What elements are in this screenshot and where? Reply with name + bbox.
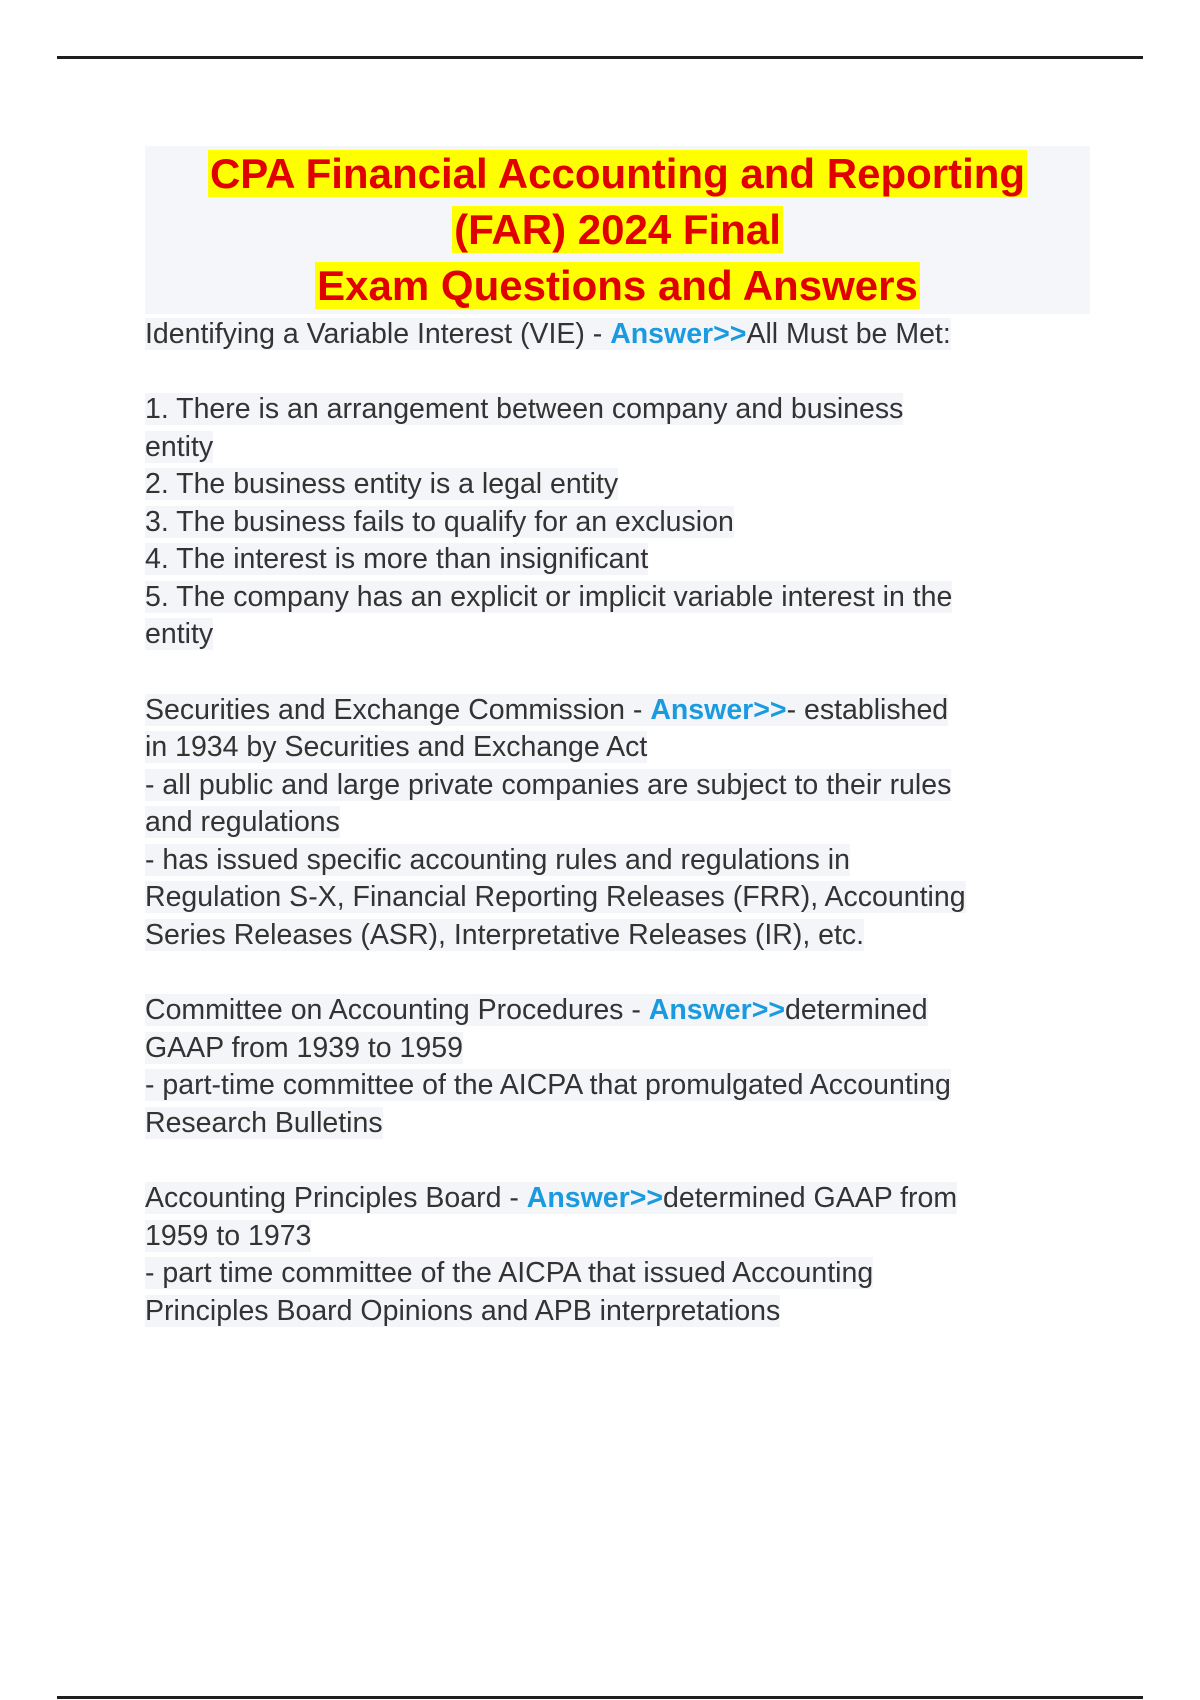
qa-entry-vie <box>145 316 1090 654</box>
question-text: Identifying a Variable Interest (VIE) - <box>145 318 611 350</box>
answer-line: - part-time committee of the AICPA that promulgated Accounting <box>145 1069 951 1101</box>
qa-entry-sec <box>145 692 1090 955</box>
title-line: CPA Financial Accounting and Reporting <box>209 150 1026 197</box>
answer-line: Research Bulletins <box>145 1106 383 1139</box>
answer-marker: Answer>> <box>610 318 747 350</box>
question-line <box>145 692 1090 730</box>
document-body <box>145 146 1090 1330</box>
question-line <box>145 992 1090 1030</box>
answer-line: - all public and large private companies are subject to their rules <box>145 768 952 801</box>
answer-line: and regulations <box>145 806 340 838</box>
answer-line: 2. The business entity is a legal entity <box>145 468 619 500</box>
answer-marker: Answer>> <box>526 1182 664 1214</box>
qa-entry-apb <box>145 1180 1090 1330</box>
answer-line: - part time committee of the AICPA that issued Accounting <box>145 1257 874 1289</box>
answer-text: determined GAAP from <box>663 1182 958 1214</box>
answer-marker: Answer>> <box>648 994 785 1026</box>
answer-text: determined <box>785 994 928 1026</box>
answer-marker: Answer>> <box>650 693 787 726</box>
title-line: (FAR) 2024 Final <box>454 206 781 253</box>
answer-line: Regulation S-X, Financial Reporting Releases (FRR), Accounting <box>145 881 966 913</box>
question-text: Committee on Accounting Procedures - <box>145 994 649 1026</box>
answer-line: in 1934 by Securities and Exchange Act <box>145 731 648 763</box>
question-line <box>145 316 1090 354</box>
answer-line: 1. There is an arrangement between company and business <box>145 393 904 425</box>
answer-line: entity <box>145 430 214 463</box>
question-text: Accounting Principles Board - <box>145 1182 527 1214</box>
question-line <box>145 1180 1090 1218</box>
answer-line: 5. The company has an explicit or implicit variable interest in the <box>145 580 953 613</box>
document-title <box>145 146 1090 314</box>
answer-line: Principles Board Opinions and APB interpretations <box>145 1294 781 1327</box>
answer-line: 1959 to 1973 <box>145 1219 312 1252</box>
answer-text: - established <box>786 693 949 726</box>
qa-entry-cap <box>145 992 1090 1142</box>
answer-line: entity <box>145 618 214 650</box>
footer-rule <box>57 1696 1143 1699</box>
header-rule <box>57 56 1143 59</box>
question-text: Securities and Exchange Commission - <box>145 693 651 726</box>
answer-line: Series Releases (ASR), Interpretative Releases (IR), etc. <box>145 918 865 951</box>
answer-line: - has issued specific accounting rules and regulations in <box>145 843 850 876</box>
answer-line: 4. The interest is more than insignificant <box>145 543 649 575</box>
title-line: Exam Questions and Answers <box>317 262 918 309</box>
answer-line: 3. The business fails to qualify for an exclusion <box>145 505 734 538</box>
answer-line: GAAP from 1939 to 1959 <box>145 1031 463 1064</box>
answer-text: All Must be Met: <box>746 318 951 350</box>
